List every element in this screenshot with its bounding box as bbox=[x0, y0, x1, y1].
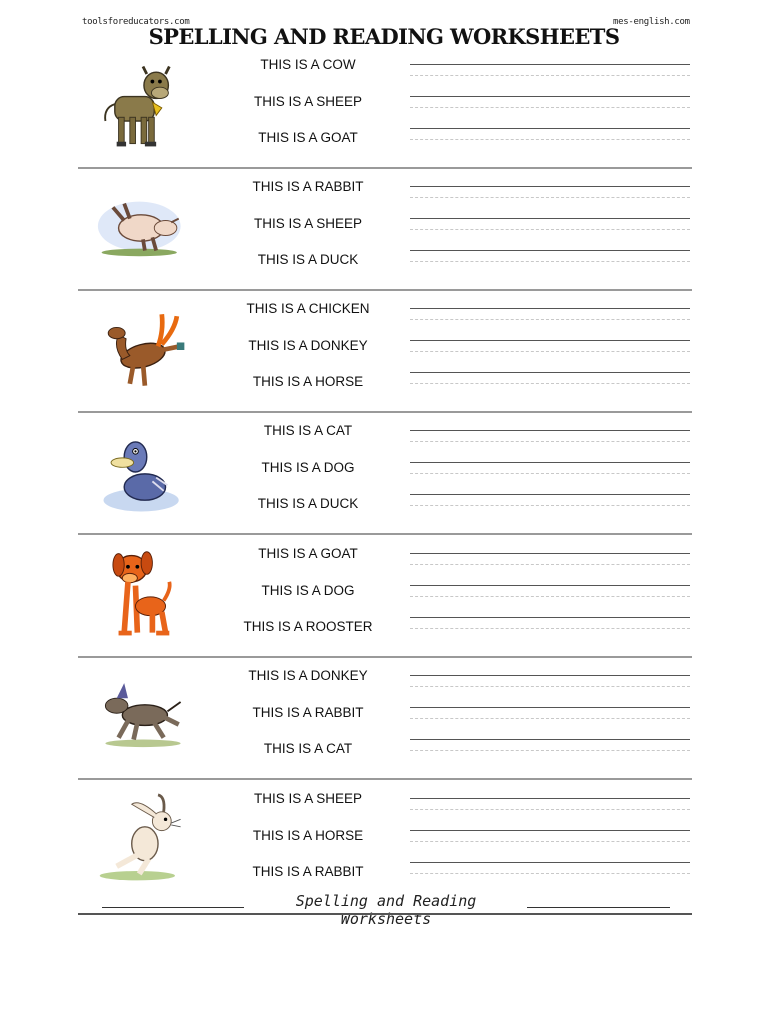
writing-line[interactable] bbox=[410, 186, 690, 206]
header-right-site: mes-english.com bbox=[613, 17, 690, 27]
sentence: THIS IS A HORSE bbox=[252, 374, 364, 389]
writing-line[interactable] bbox=[410, 64, 690, 84]
sentence: THIS IS A RABBIT bbox=[252, 179, 364, 194]
writing-line[interactable] bbox=[410, 128, 690, 148]
sentence: THIS IS A DOG bbox=[261, 460, 355, 475]
worksheet-section bbox=[78, 289, 692, 413]
sentence: THIS IS A GOAT bbox=[258, 130, 358, 145]
sentence: THIS IS A RABBIT bbox=[252, 705, 364, 720]
writing-line[interactable] bbox=[410, 340, 690, 360]
writing-line[interactable] bbox=[410, 462, 690, 482]
duck-illustration bbox=[96, 425, 190, 519]
writing-line[interactable] bbox=[410, 494, 690, 514]
writing-line[interactable] bbox=[410, 707, 690, 727]
worksheet-section bbox=[78, 656, 692, 780]
writing-line[interactable] bbox=[410, 585, 690, 605]
footer-rule-right bbox=[527, 907, 670, 908]
sentence: THIS IS A DUCK bbox=[257, 252, 359, 267]
writing-line[interactable] bbox=[410, 218, 690, 238]
worksheet-section bbox=[78, 411, 692, 535]
cow-illustration bbox=[96, 59, 190, 153]
writing-line[interactable] bbox=[410, 862, 690, 882]
worksheet-section bbox=[78, 167, 692, 291]
sentence: THIS IS A DONKEY bbox=[248, 668, 368, 683]
writing-line[interactable] bbox=[410, 739, 690, 759]
footer-rule-left bbox=[102, 907, 244, 908]
donkey-illustration bbox=[96, 670, 190, 764]
writing-line[interactable] bbox=[410, 96, 690, 116]
rabbit-illustration bbox=[96, 793, 190, 887]
worksheet-section bbox=[78, 779, 692, 901]
pig-illustration bbox=[96, 181, 190, 275]
writing-line[interactable] bbox=[410, 308, 690, 328]
worksheet-section bbox=[78, 534, 692, 658]
header-left-site: toolsforeducators.com bbox=[82, 17, 190, 27]
writing-line[interactable] bbox=[410, 250, 690, 270]
sentence: THIS IS A ROOSTER bbox=[243, 619, 373, 634]
horse-illustration bbox=[96, 303, 190, 397]
writing-line[interactable] bbox=[410, 430, 690, 450]
writing-line[interactable] bbox=[410, 617, 690, 637]
dog-illustration bbox=[96, 548, 190, 642]
writing-line[interactable] bbox=[410, 675, 690, 695]
sentence: THIS IS A CHICKEN bbox=[246, 301, 370, 316]
sentence: THIS IS A SHEEP bbox=[253, 791, 363, 806]
sentence: THIS IS A SHEEP bbox=[253, 216, 363, 231]
sentence: THIS IS A RABBIT bbox=[252, 864, 364, 879]
sentence: THIS IS A GOAT bbox=[258, 546, 358, 561]
footer-text: Spelling and Reading Worksheets bbox=[295, 892, 477, 928]
writing-line[interactable] bbox=[410, 553, 690, 573]
page-title: SPELLING AND READING WORKSHEETS bbox=[148, 24, 620, 49]
sentence: THIS IS A CAT bbox=[263, 741, 353, 756]
sentence: THIS IS A HORSE bbox=[252, 828, 364, 843]
writing-line[interactable] bbox=[410, 372, 690, 392]
worksheet-section bbox=[78, 45, 692, 169]
sentence: THIS IS A SHEEP bbox=[253, 94, 363, 109]
footer bbox=[0, 890, 768, 928]
sentence: THIS IS A DUCK bbox=[257, 496, 359, 511]
writing-line[interactable] bbox=[410, 798, 690, 818]
sentence: THIS IS A DONKEY bbox=[248, 338, 368, 353]
writing-line[interactable] bbox=[410, 830, 690, 850]
bottom-rule bbox=[78, 913, 692, 915]
sentence: THIS IS A DOG bbox=[261, 583, 355, 598]
sentence: THIS IS A COW bbox=[260, 57, 356, 72]
sentence: THIS IS A CAT bbox=[263, 423, 353, 438]
